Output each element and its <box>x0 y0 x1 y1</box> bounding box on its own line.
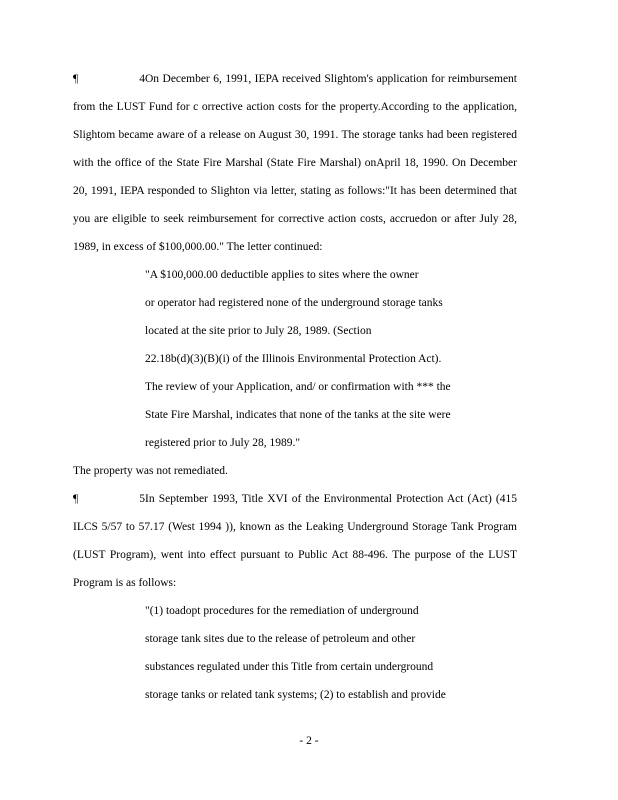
paragraph-4-quote-line-1: "A $100,000.00 deductible applies to sites where the owner <box>145 269 419 281</box>
paragraph-5-quote-line-2: storage tank sites due to the release of petroleum and other <box>145 633 416 645</box>
paragraph-5-first-line <box>73 492 517 506</box>
paragraph-5-number: ¶ 5 <box>73 493 145 505</box>
paragraph-4-number: ¶ 4 <box>73 73 145 85</box>
paragraph-4-quote-line-6: State Fire Marshal, indicates that none of the tanks at the site were <box>145 409 451 421</box>
paragraph-4-quote-line-2: or operator had registered none of the underground storage tanks <box>145 297 443 309</box>
paragraph-4-quote-line-5: The review of your Application, and/ or confirmation with *** the <box>145 381 451 393</box>
paragraph-4-quote-line-3: located at the site prior to July 28, 1989. (Section <box>145 325 372 337</box>
paragraph-5-line-3: (LUST Program), went into effect pursuant to Public Act 88-496. The purpose of the LUST <box>73 549 517 561</box>
paragraph-4-line-3: Slightom became aware of a release on August 30, 1991. The storage tanks had been registered <box>73 129 517 141</box>
paragraph-4-quote-line-7: registered prior to July 28, 1989." <box>145 437 301 449</box>
paragraph-4-line-4: with the office of the State Fire Marshal (State Fire Marshal) onApril 18, 1990. On December <box>73 157 517 169</box>
paragraph-4-line-2: from the LUST Fund for c orrective action costs for the property.According to the application, <box>73 101 517 113</box>
paragraph-4-line-6: you are eligible to seek reimbursement for corrective action costs, accruedon or after July 28, <box>73 213 517 225</box>
paragraph-4-line-5: 20, 1991, IEPA responded to Slighton via letter, stating as follows:"It has been determined that <box>73 185 517 197</box>
paragraph-4-line-1: On December 6, 1991, IEPA received Slightom's application for reimbursement <box>145 73 517 85</box>
paragraph-4-after-quote: The property was not remediated. <box>73 465 228 477</box>
paragraph-4-line-7: 1989, in excess of $100,000.00." The letter continued: <box>73 241 323 253</box>
paragraph-5-quote-line-1: "(1) toadopt procedures for the remediation of underground <box>145 605 419 617</box>
paragraph-5-line-4: Program is as follows: <box>73 577 177 589</box>
paragraph-5-quote-line-4: storage tanks or related tank systems; (2) to establish and provide <box>145 689 446 701</box>
paragraph-5-quote-line-3: substances regulated under this Title from certain underground <box>145 661 434 673</box>
paragraph-5-line-1: In September 1993, Title XVI of the Environmental Protection Act (Act) (415 <box>145 493 517 505</box>
paragraph-4-quote-line-4: 22.18b(d)(3)(B)(i) of the Illinois Environmental Protection Act). <box>145 353 442 365</box>
paragraph-4-first-line <box>73 72 517 86</box>
paragraph-5-line-2: ILCS 5/57 to 57.17 (West 1994 )), known as the Leaking Underground Storage Tank Program <box>73 521 517 533</box>
page-number: - 2 - <box>299 735 319 747</box>
